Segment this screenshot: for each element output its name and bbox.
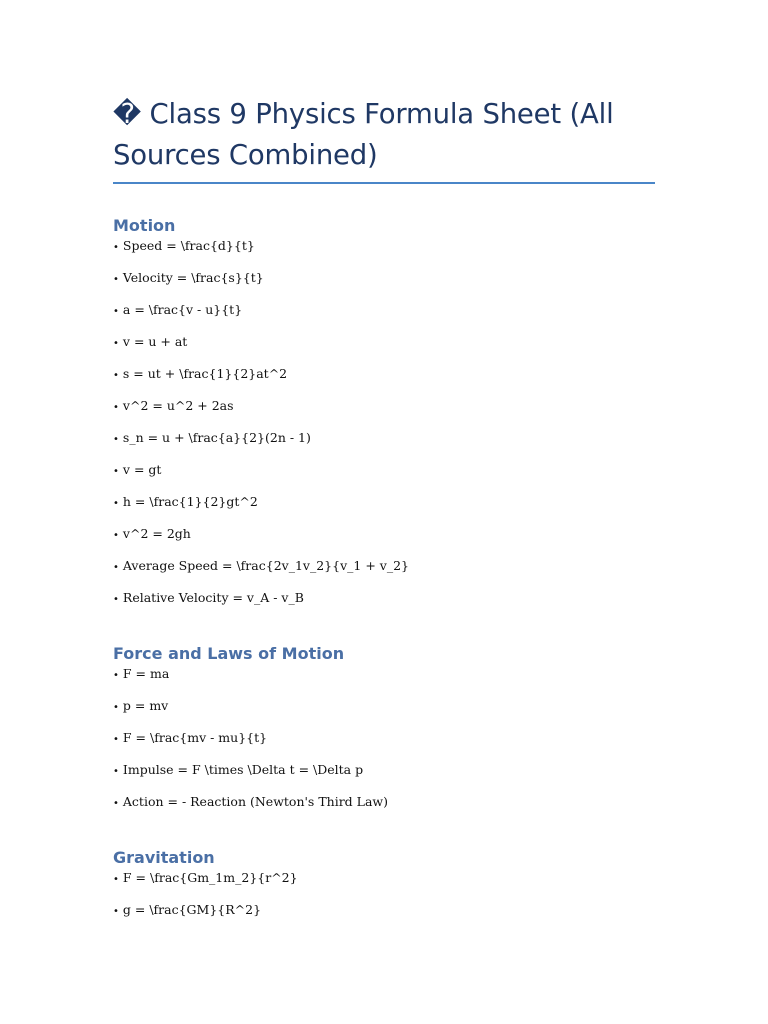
formula-text: Relative Velocity = v_A - v_B (122, 590, 304, 605)
bullet-icon: • (113, 734, 119, 745)
bullet-icon: • (113, 402, 119, 413)
formula-item (113, 270, 655, 302)
formula-text: p = mv (122, 698, 169, 713)
formula-list (113, 870, 655, 934)
bullet-icon: • (113, 702, 119, 713)
document-page (113, 94, 655, 934)
formula-sections (113, 214, 655, 934)
section-spacer (113, 826, 655, 846)
section-heading: Motion (113, 216, 176, 235)
formula-list (113, 238, 655, 622)
formula-item (113, 558, 655, 590)
section-heading: Gravitation (113, 848, 215, 867)
formula-text: h = \frac{1}{2}gt^2 (122, 494, 258, 509)
formula-text: F = \frac{Gm_1m_2}{r^2} (122, 870, 298, 885)
bullet-icon: • (113, 466, 119, 477)
formula-text: v = u + at (122, 334, 188, 349)
title-divider (113, 182, 655, 184)
formula-text: v = gt (122, 462, 162, 477)
formula-item (113, 902, 655, 934)
formula-text: v^2 = 2gh (122, 526, 191, 541)
bullet-icon: • (113, 594, 119, 605)
formula-text: Average Speed = \frac{2v_1v_2}{v_1 + v_2} (122, 558, 409, 573)
formula-section (113, 214, 655, 622)
formula-item (113, 334, 655, 366)
formula-item (113, 238, 655, 270)
formula-text: F = \frac{mv - mu}{t} (122, 730, 268, 745)
formula-text: s_n = u + \frac{a}{2}(2n - 1) (122, 430, 311, 445)
bullet-icon: • (113, 874, 119, 885)
bullet-icon: • (113, 766, 119, 777)
formula-text: s = ut + \frac{1}{2}at^2 (122, 366, 288, 381)
formula-text: Impulse = F \times \Delta t = \Delta p (122, 762, 364, 777)
formula-item (113, 590, 655, 622)
bullet-icon: • (113, 434, 119, 445)
bullet-icon: • (113, 670, 119, 681)
formula-item (113, 698, 655, 730)
formula-text: Action = - Reaction (Newton's Third Law) (122, 794, 388, 809)
formula-text: Speed = \frac{d}{t} (122, 238, 255, 253)
formula-item (113, 762, 655, 794)
bullet-icon: • (113, 306, 119, 317)
formula-list (113, 666, 655, 826)
bullet-icon: • (113, 242, 119, 253)
bullet-icon: • (113, 798, 119, 809)
bullet-icon: • (113, 498, 119, 509)
formula-item (113, 398, 655, 430)
bullet-icon: • (113, 274, 119, 285)
formula-item (113, 794, 655, 826)
formula-section (113, 846, 655, 934)
formula-item (113, 730, 655, 762)
section-heading: Force and Laws of Motion (113, 644, 345, 663)
document-title: � Class 9 Physics Formula Sheet (All Sources Combined) (113, 98, 614, 171)
bullet-icon: • (113, 370, 119, 381)
formula-item (113, 366, 655, 398)
section-spacer (113, 622, 655, 642)
bullet-icon: • (113, 530, 119, 541)
formula-text: Velocity = \frac{s}{t} (122, 270, 264, 285)
formula-item (113, 462, 655, 494)
formula-item (113, 302, 655, 334)
formula-text: a = \frac{v - u}{t} (122, 302, 243, 317)
formula-item (113, 666, 655, 698)
formula-item (113, 430, 655, 462)
formula-item (113, 494, 655, 526)
bullet-icon: • (113, 906, 119, 917)
formula-item (113, 870, 655, 902)
formula-section (113, 642, 655, 826)
formula-text: g = \frac{GM}{R^2} (122, 902, 262, 917)
formula-item (113, 526, 655, 558)
bullet-icon: • (113, 338, 119, 349)
formula-text: F = ma (122, 666, 170, 681)
bullet-icon: • (113, 562, 119, 573)
formula-text: v^2 = u^2 + 2as (122, 398, 234, 413)
